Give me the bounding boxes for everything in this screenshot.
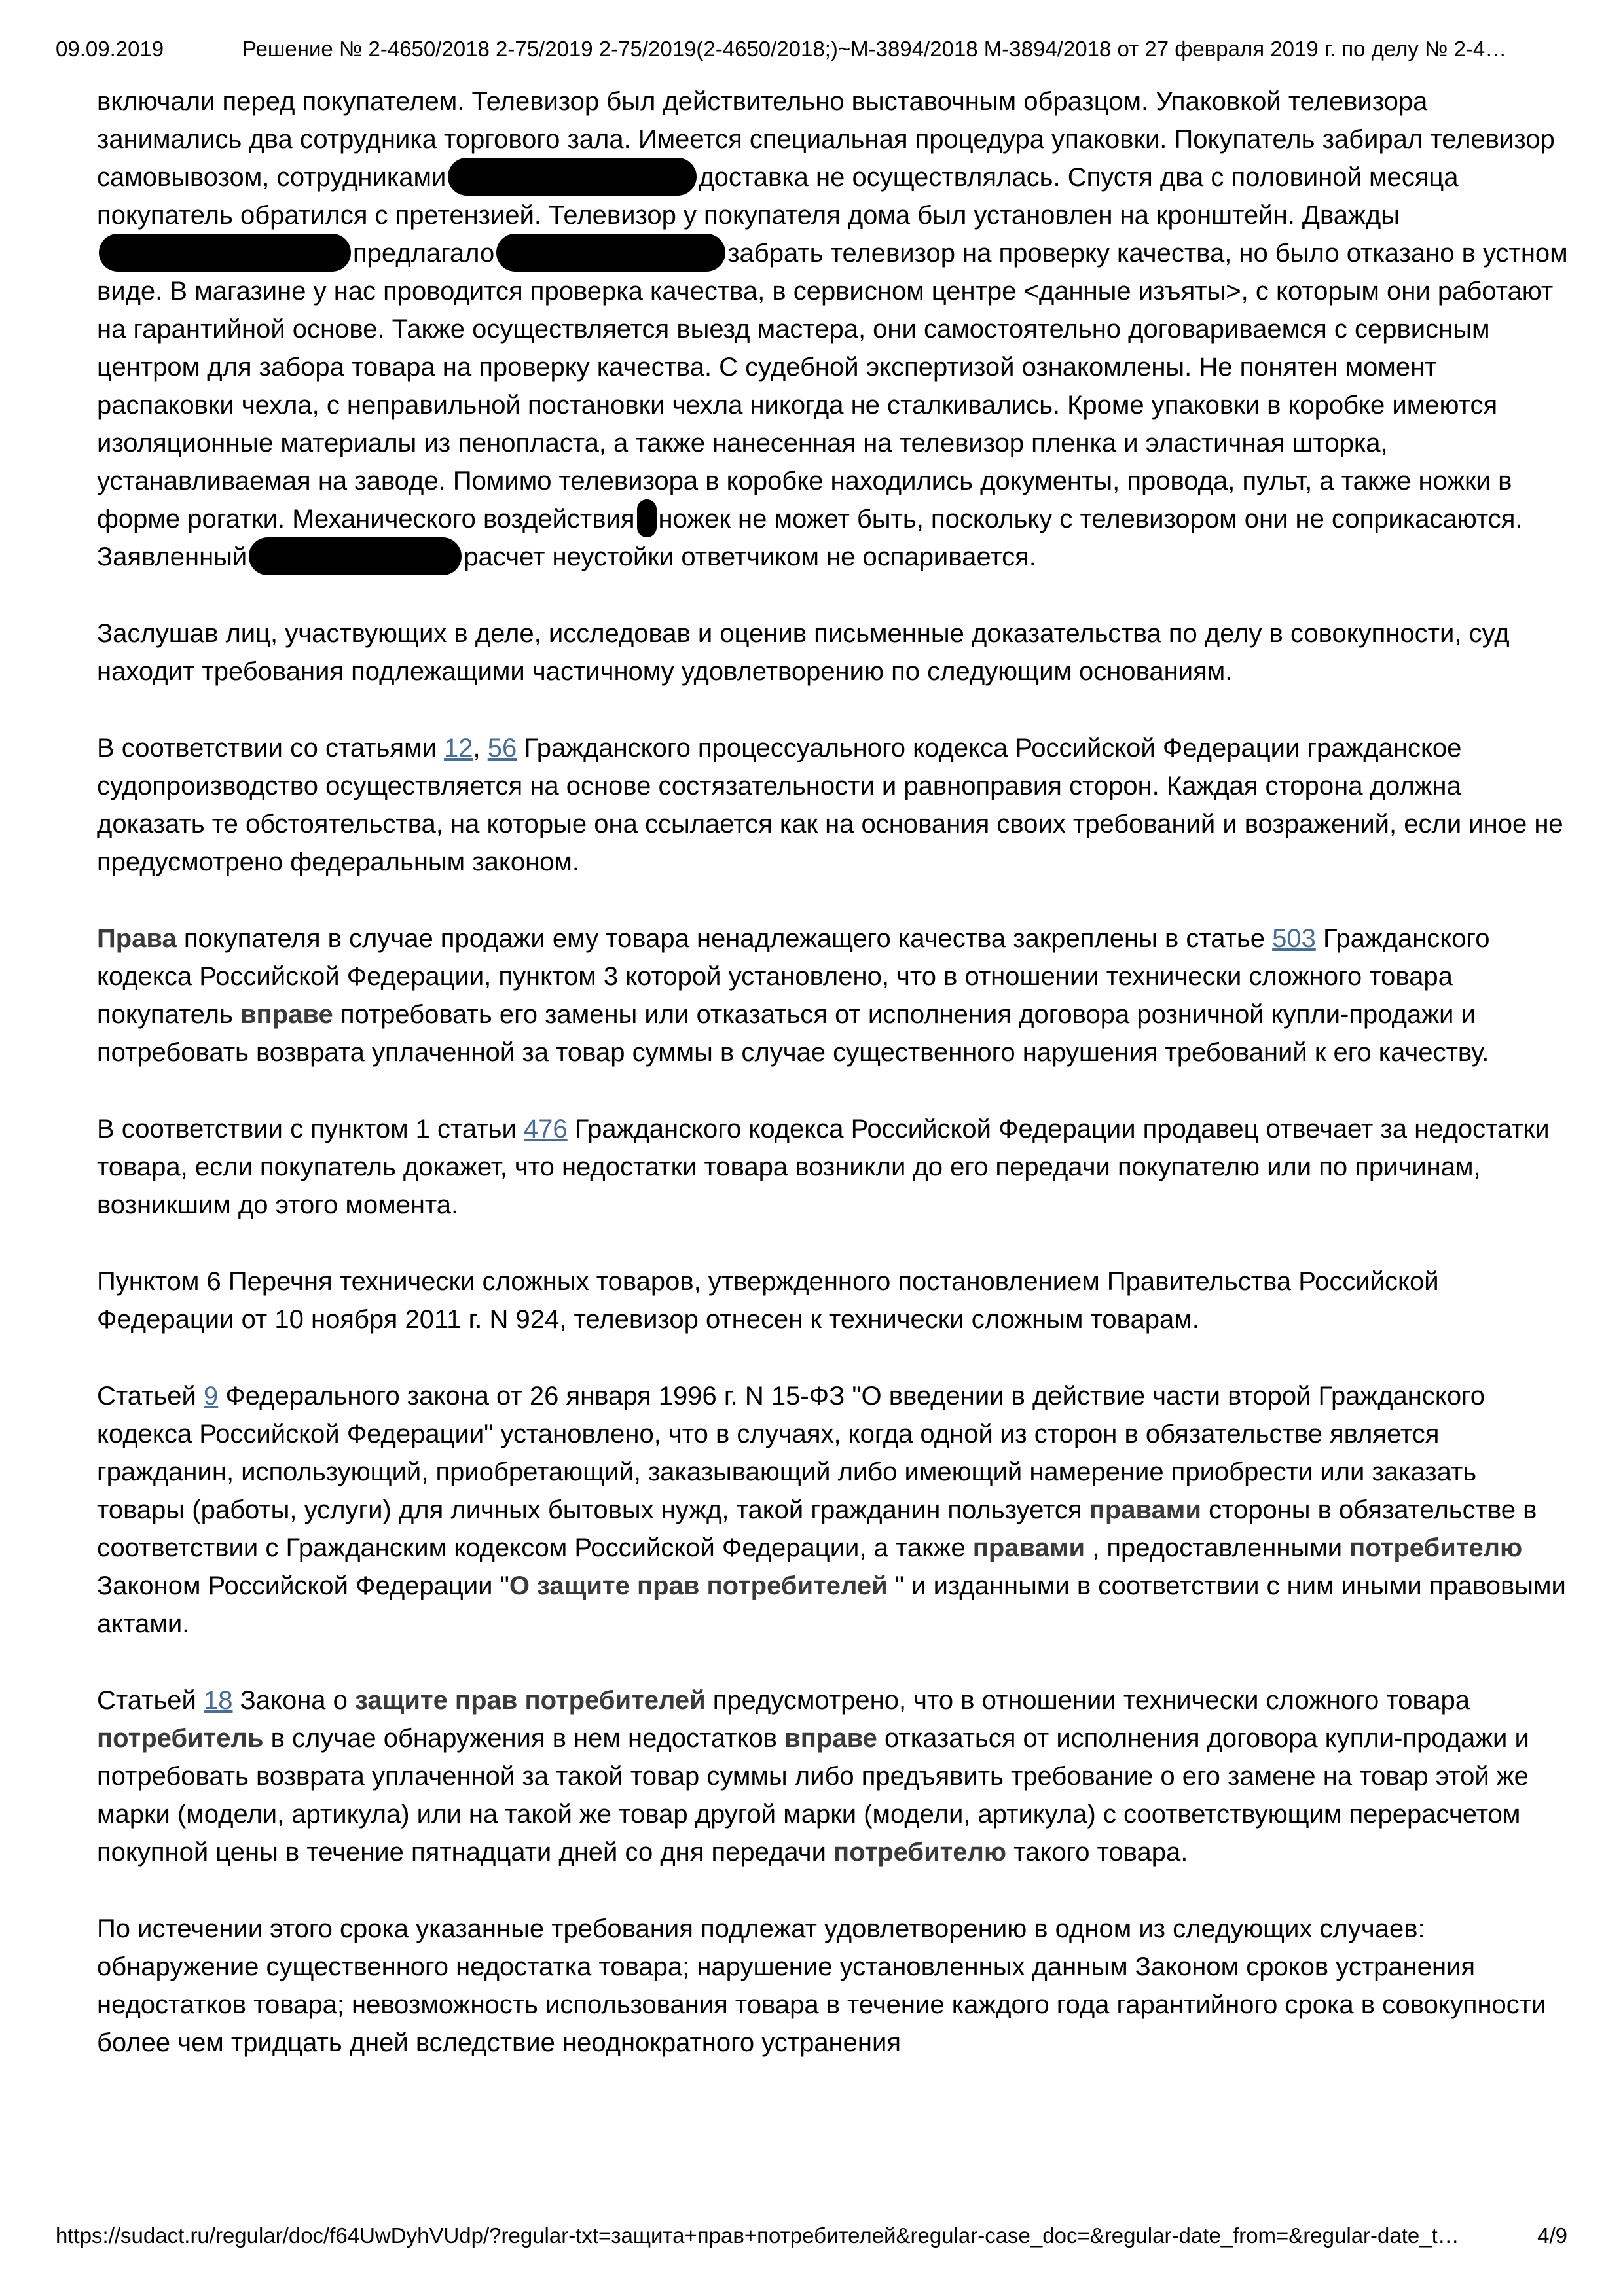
statute-link[interactable]: 18: [204, 1686, 233, 1715]
text-run: предлагало: [353, 239, 495, 268]
bold-text: вправе: [240, 1000, 333, 1029]
text-run: Законом Российской Федерации ": [97, 1571, 509, 1600]
text-run: такого товара.: [1006, 1838, 1188, 1867]
bold-text: защите прав потребителей: [355, 1686, 706, 1715]
text-run: расчет неустойки ответчиком не оспаривается.: [464, 543, 1036, 571]
source-url: https://sudact.ru/regular/doc/f64UwDyhVUdp/?regular-txt=защита+прав+потребителей&regular-case_doc=&regular-date_from=&regular-date_t…: [56, 2223, 1459, 2248]
page-indicator: 4/9: [1537, 2223, 1567, 2248]
bold-text: вправе: [784, 1724, 877, 1753]
print-footer: [56, 2223, 1567, 2249]
bold-text: потребителю: [1349, 1534, 1523, 1562]
statute-link[interactable]: 503: [1272, 924, 1316, 953]
text-run: в случае обнаружения в нем недостатков: [263, 1724, 785, 1753]
text-run: ,: [473, 734, 488, 762]
statute-link[interactable]: 56: [487, 734, 517, 762]
paragraph: [97, 82, 1571, 576]
text-run: В соответствии со статьями: [97, 734, 444, 762]
text-run: Пунктом 6 Перечня технически сложных товаров, утвержденного постановлением Правительства Российской Федерации от 10 ноября 2011 г. N 924, телевизор отнесен к технически сложным товарам.: [97, 1267, 1439, 1334]
text-run: Гражданского кодекса Российской Федерации продавец отвечает за недостатки товара, если покупатель докажет, что недостатки товара возникли до его передачи покупателю или по причинам, возникшим до этого момента.: [97, 1115, 1550, 1219]
bold-text: правами: [1089, 1496, 1201, 1524]
text-run: предусмотрено, что в отношении технически сложного товара: [705, 1686, 1470, 1715]
text-run: Закона о: [232, 1686, 356, 1715]
text-run: стороны в обязательстве в соответствии с Гражданским кодексом Российской Федерации, а также: [97, 1496, 1537, 1562]
text-run: Федерального закона от 26 января 1996 г. N 15-ФЗ "О введении в действие части второй Гражданского кодекса Российской Федерации" установлено, что в случаях, когда одной из сторон в обязательстве является гражданин, использующий, приобретающий, заказывающий либо имеющий намерение приобрести или заказать товары (работы, услуги) для личных бытовых нужд, такой гражданин пользуется: [97, 1382, 1486, 1524]
text-run: доставка не осуществлялась. Спустя два с половиной месяца покупатель обратился с претензией. Телевизор у покупателя дома был установлен на кронштейн. Дважды: [97, 163, 1459, 230]
paragraph: [97, 729, 1571, 881]
statute-link[interactable]: 9: [204, 1382, 219, 1410]
text-run: Гражданского кодекса Российской Федерации, пунктом 3 которой установлено, что в отношении технически сложного товара покупатель: [97, 924, 1490, 1029]
paragraph: [97, 1377, 1571, 1643]
paragraph: [97, 1263, 1571, 1338]
bold-text: правами: [972, 1534, 1085, 1562]
text-run: включали перед покупателем. Телевизор был действительно выставочным образцом. Упаковкой телевизора занимались два сотрудника торгового зала. Имеется специальная процедура упаковки. Покупатель забирал телевизор самовывозом, сотрудниками: [97, 87, 1555, 192]
text-run: Статьей: [97, 1382, 204, 1410]
text-run: , предоставленными: [1085, 1534, 1350, 1562]
text-run: Статьей: [97, 1686, 204, 1715]
bold-text: Права: [97, 924, 177, 953]
print-date: 09.09.2019: [56, 37, 164, 61]
document-body: [97, 82, 1571, 2062]
redaction-bar: [99, 234, 351, 272]
text-run: Гражданского процессуального кодекса Российской Федерации гражданское судопроизводство осуществляется на основе состязательности и равноправия сторон. Каждая сторона должна доказать те обстоятельства, на которые она ссылается как на основания своих требований и возражений, если иное не предусмотрено федеральным законом.: [97, 734, 1563, 876]
paragraph: [97, 1910, 1571, 2062]
redaction-bar: [496, 234, 725, 272]
paragraph: [97, 1681, 1571, 1871]
text-run: В соответствии с пунктом 1 статьи: [97, 1115, 524, 1143]
text-run: По истечении этого срока указанные требования подлежат удовлетворению в одном из следующих случаев: обнаружение существенного недостатка товара; нарушение установленных данным Законом сроков устранения недостатков товара; невозможность использования товара в течение каждого года гарантийного срока в совокупности более чем тридцать дней вследствие неоднократного устранения: [97, 1914, 1546, 2057]
bold-text: О защите прав потребителей: [509, 1571, 888, 1600]
text-run: потребовать его замены или отказаться от исполнения договора розничной купли-продажи и потребовать возврата уплаченной за товар суммы в случае существенного нарушения требований к его качеству.: [97, 1000, 1489, 1067]
text-run: Заслушав лиц, участвующих в деле, исследовав и оценив письменные доказательства по делу в совокупности, суд находит требования подлежащими частичному удовлетворению по следующим основаниям.: [97, 619, 1510, 686]
redaction-bar: [249, 537, 462, 575]
text-run: забрать телевизор на проверку качества, но было отказано в устном виде. В магазине у нас проводится проверка качества, в сервисном центре <данные изъяты>, с которым они работают на гарантийной основе. Также осуществляется выезд мастера, они самостоятельно договариваемся с сервисным центром для забора товара на проверку качества. С судебной экспертизой ознакомлены. Не понятен момент распаковки чехла, с неправильной постановки чехла никогда не сталкивались. Кроме упаковки в коробке имеются изоляционные материалы из пенопласта, а также нанесенная на телевизор пленка и эластичная шторка, устанавливаемая на заводе. Помимо телевизора в коробке находились документы, провода, пульт, а также ножки в форме рогатки. Механического воздействия: [97, 239, 1568, 533]
paragraph: [97, 1110, 1571, 1224]
text-run: ножек не может быть, поскольку с телевизором они не соприкасаются. Заявленный: [97, 505, 1523, 571]
bold-text: потребитель: [97, 1724, 264, 1753]
text-run: отказаться от исполнения договора купли-продажи и потребовать возврата уплаченной за такой товар суммы либо предъявить требование о его замене на товар этой же марки (модели, артикула) или на такой же товар другой марки (модели, артикула) с соответствующим перерасчетом покупной цены в течение пятнадцати дней со дня передачи: [97, 1724, 1529, 1867]
statute-link[interactable]: 12: [443, 734, 473, 762]
text-run: покупателя в случае продажи ему товара ненадлежащего качества закреплены в статье: [176, 924, 1273, 953]
text-run: " и изданными в соответствии с ним иными правовыми актами.: [97, 1571, 1566, 1638]
bold-text: потребителю: [833, 1838, 1007, 1867]
print-header: [56, 36, 1567, 62]
statute-link[interactable]: 476: [523, 1115, 568, 1143]
document-title: Решение № 2-4650/2018 2-75/2019 2-75/2019(2-4650/2018;)~М-3894/2018 М-3894/2018 от 27 февраля 2019 г. по делу № 2-4…: [242, 37, 1507, 61]
redaction-bar: [637, 499, 657, 537]
paragraph: [97, 920, 1571, 1071]
redaction-bar: [448, 158, 697, 196]
paragraph: [97, 615, 1571, 691]
